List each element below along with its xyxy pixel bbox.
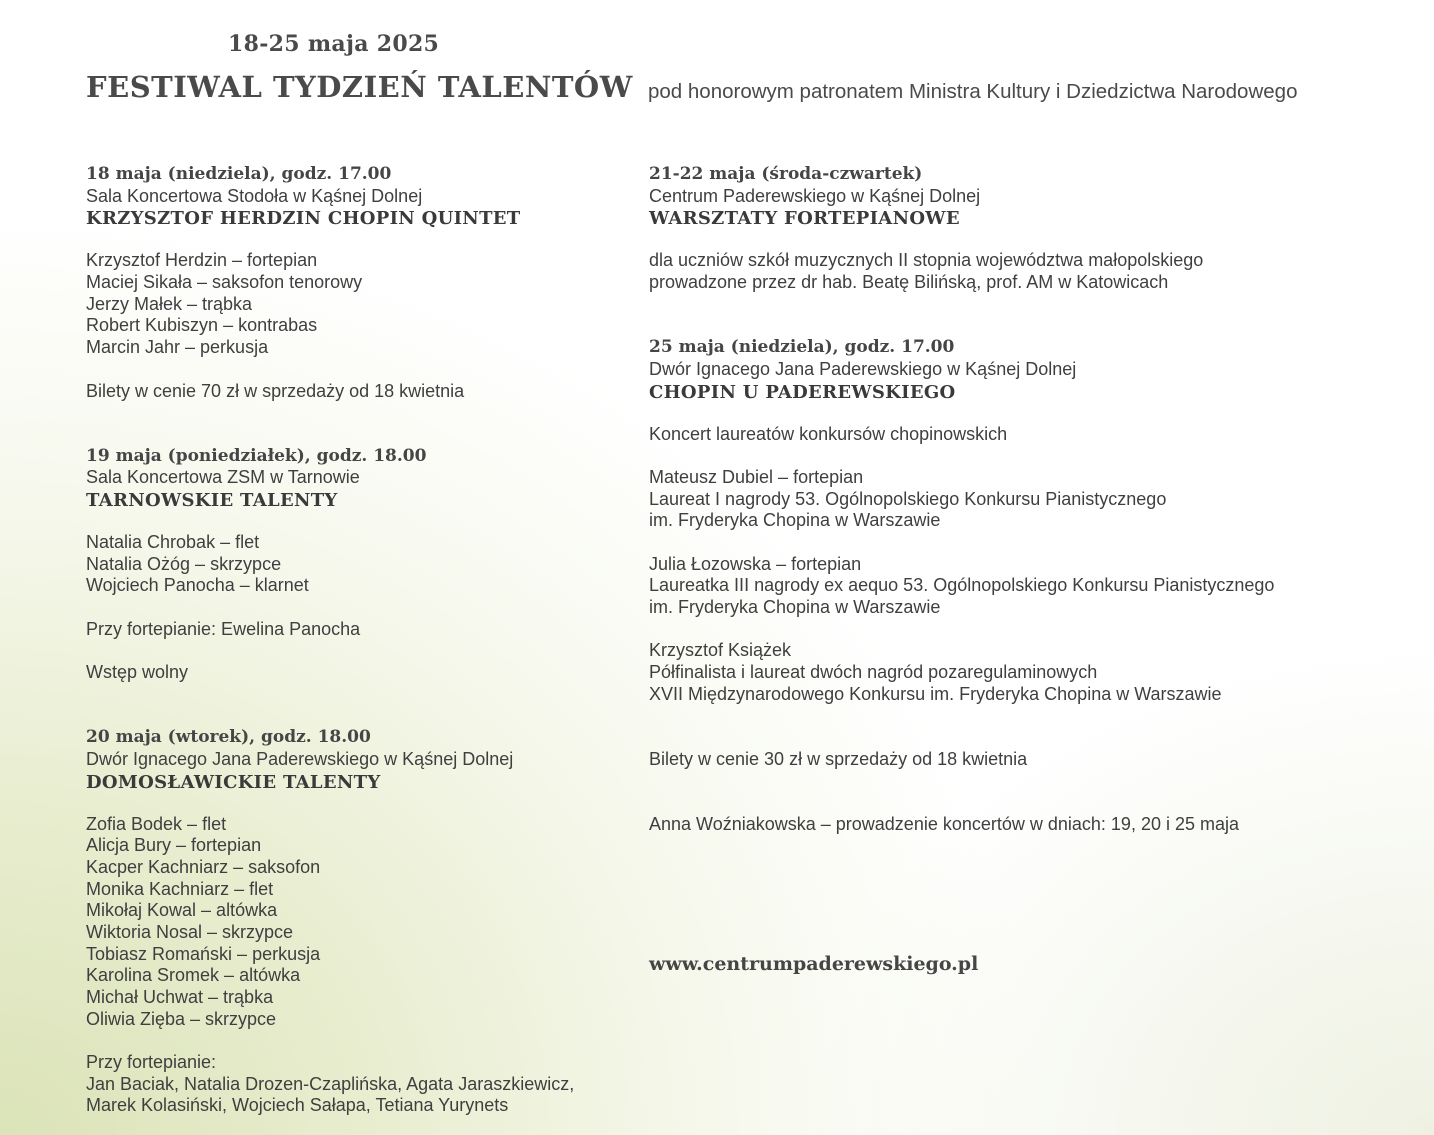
- performer-award: XVII Międzynarodowego Konkursu im. Fryderyka Chopina w Warszawie: [649, 683, 1222, 704]
- ticket-info: Bilety w cenie 30 zł w sprzedaży od 18 kwietnia: [649, 748, 1028, 769]
- performer: Oliwia Zięba – skrzypce: [86, 1008, 277, 1029]
- performer: Tobiasz Romański – perkusja: [86, 943, 321, 964]
- entry-info: Wstęp wolny: [86, 662, 189, 683]
- performer: Maciej Sikała – saksofon tenorowy: [86, 272, 363, 293]
- event-domoslawickie: [86, 727, 626, 1117]
- performer: Kacper Kachniarz – saksofon: [86, 856, 321, 877]
- performer: Mateusz Dubiel – fortepian: [649, 466, 864, 487]
- performer: Natalia Ożóg – skrzypce: [86, 553, 282, 574]
- performer: Wojciech Panocha – klarnet: [86, 575, 309, 596]
- performer: Robert Kubiszyn – kontrabas: [86, 315, 318, 336]
- event-description: dla uczniów szkół muzycznych II stopnia województwa małopolskiego: [649, 250, 1204, 271]
- performer: Monika Kachniarz – flet: [86, 878, 274, 899]
- performer-award: Półfinalista i laureat dwóch nagród pozaregulaminowych: [649, 662, 1098, 683]
- performer: Jerzy Małek – trąbka: [86, 293, 253, 314]
- event-warsztaty: [649, 164, 1409, 294]
- event-title: KRZYSZTOF HERDZIN CHOPIN QUINTET: [86, 208, 521, 230]
- event-venue: Centrum Paderewskiego w Kąśnej Dolnej: [649, 185, 981, 206]
- event-venue: Sala Koncertowa ZSM w Tarnowie: [86, 467, 360, 488]
- performer: Krzysztof Herdzin – fortepian: [86, 250, 318, 271]
- event-tarnowskie: [86, 446, 626, 684]
- piano-names: Jan Baciak, Natalia Drozen-Czaplińska, Agata Jaraszkiewicz,: [86, 1073, 575, 1094]
- event-chopin: [649, 337, 1409, 835]
- performer: Zofia Bodek – flet: [86, 813, 227, 834]
- event-date: 19 maja (poniedziałek), godz. 18.00: [86, 445, 427, 466]
- performer-award: Laureat I nagrody 53. Ogólnopolskiego Konkursu Pianistycznego: [649, 488, 1167, 509]
- performer: Mikołaj Kowal – altówka: [86, 900, 278, 921]
- left-column: [86, 164, 626, 1117]
- performer: Alicja Bury – fortepian: [86, 835, 262, 856]
- event-description: prowadzone przez dr hab. Beatę Bilińską, prof. AM w Katowicach: [649, 272, 1169, 293]
- right-column: [649, 164, 1409, 836]
- event-date: 18 maja (niedziela), godz. 17.00: [86, 164, 392, 184]
- event-date: 25 maja (niedziela), godz. 17.00: [649, 337, 955, 358]
- event-intro: Koncert laureatów konkursów chopinowskich: [649, 423, 1008, 444]
- patronage-text: pod honorowym patronatem Ministra Kultury i Dziedzictwa Narodowego: [648, 80, 1298, 103]
- event-title: TARNOWSKIE TALENTY: [86, 489, 338, 511]
- festival-dates: 18-25 maja 2025: [228, 31, 440, 57]
- performer-award: im. Fryderyka Chopina w Warszawie: [649, 597, 941, 617]
- event-date: 20 maja (wtorek), godz. 18.00: [86, 727, 371, 748]
- event-title: CHOPIN U PADEREWSKIEGO: [649, 381, 956, 403]
- event-venue: Dwór Ignacego Jana Paderewskiego w Kąśnej Dolnej: [649, 358, 1077, 379]
- event-title: WARSZTATY FORTEPIANOWE: [649, 208, 960, 230]
- host-info: Anna Woźniakowska – prowadzenie koncertów w dniach: 19, 20 i 25 maja: [649, 813, 1240, 834]
- piano-names: Marek Kolasiński, Wojciech Sałapa, Tetiana Yurynets: [86, 1095, 509, 1116]
- piano-accompanist: Przy fortepianie: Ewelina Panocha: [86, 618, 361, 639]
- ticket-info: Bilety w cenie 70 zł w sprzedaży od 18 kwietnia: [86, 380, 465, 401]
- event-venue: Sala Koncertowa Stodoła w Kąśnej Dolnej: [86, 185, 423, 206]
- performer: Natalia Chrobak – flet: [86, 531, 260, 552]
- performer-award: im. Fryderyka Chopina w Warszawie: [649, 510, 941, 531]
- event-date: 21-22 maja (środa-czwartek): [649, 164, 923, 184]
- performer: Michał Uchwat – trąbka: [86, 987, 274, 1007]
- performer: Wiktoria Nosal – skrzypce: [86, 921, 294, 942]
- event-venue: Dwór Ignacego Jana Paderewskiego w Kąśnej Dolnej: [86, 748, 514, 769]
- performer: Krzysztof Książek: [649, 640, 792, 661]
- festival-title: FESTIWAL TYDZIEŃ TALENTÓW: [86, 70, 633, 104]
- website-link[interactable]: www.centrumpaderewskiego.pl: [649, 953, 979, 975]
- performer: Marcin Jahr – perkusja: [86, 337, 269, 358]
- performer: Karolina Sromek – altówka: [86, 965, 301, 986]
- performer-award: Laureatka III nagrody ex aequo 53. Ogólnopolskiego Konkursu Pianistycznego: [649, 575, 1275, 596]
- performer: Julia Łozowska – fortepian: [649, 553, 862, 574]
- piano-label: Przy fortepianie:: [86, 1052, 217, 1073]
- event-title: DOMOSŁAWICKIE TALENTY: [86, 771, 381, 793]
- event-herdzin: [86, 164, 626, 402]
